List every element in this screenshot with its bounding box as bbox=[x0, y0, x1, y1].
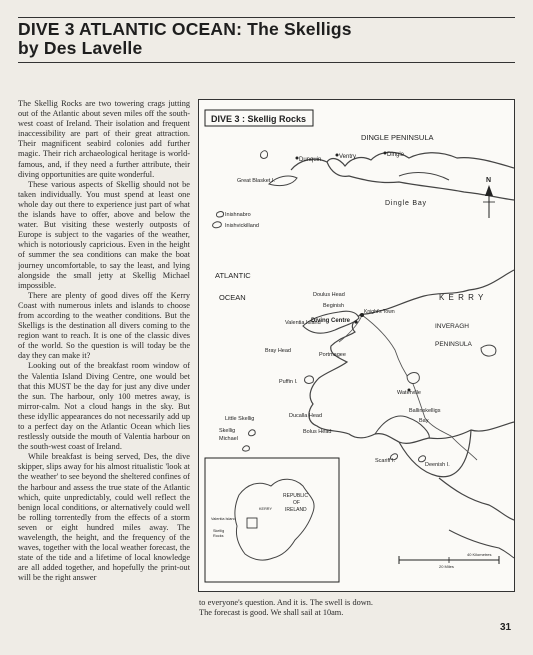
label-north: N bbox=[486, 177, 492, 184]
label-inset-skellig: Skellig bbox=[213, 529, 225, 533]
label-knights-town: Knight's Town bbox=[364, 309, 395, 315]
north-arrow-icon bbox=[485, 185, 493, 196]
label-beginish: Beginish bbox=[323, 303, 345, 309]
label-ventry: Ventry bbox=[339, 154, 357, 160]
label-of: OF bbox=[293, 500, 300, 506]
paragraph: Looking out of the breakfast room window of the Valentia Island Diving Centre, one would bet that this MUST be the day for just any dive under the sun. The harbour, only 100 metres away, is mirror-calm. Not a cloud hangs in the sky. But these idyllic appearances do not necessarily add up to a perfect day on the Atlantic Ocean which lies restlessly outside the mouth of Valentia harbour on the south-west coast of Ireland. bbox=[18, 361, 190, 452]
label-doulus-head: Doulus Head bbox=[313, 292, 345, 298]
label-inset-rocks: Rocks bbox=[213, 534, 224, 538]
label-great-blasket: Great Blasket I. bbox=[237, 178, 275, 184]
label-peninsula: PENINSULA bbox=[435, 341, 472, 348]
label-scariff: Scariff I. bbox=[375, 458, 396, 464]
label-inishvickillane: Inishvickilland bbox=[225, 223, 259, 229]
top-rule bbox=[18, 17, 515, 18]
island-outline bbox=[261, 151, 268, 159]
label-dingle-bay: Dingle Bay bbox=[385, 200, 427, 207]
label-ducalla-head: Ducalla Head bbox=[289, 413, 323, 419]
paragraph: to everyone's question. And it is. The swell is down. The forecast is good. We shall sail at 10am. bbox=[199, 598, 373, 618]
label-valentia-island: Valentia Island bbox=[285, 320, 321, 326]
paragraph: There are plenty of good dives off the Kerry Coast with numerous inlets and islands to choose from according to the weather conditions. But the Skelligs is the destination all divers coming to the region want to reach. It is one of the classic dives of the world. So the question is will today be the day they can make it? bbox=[18, 290, 190, 361]
paragraph: The Skellig Rocks are two towering crags jutting out of the Atlantic about seven miles off the south-west coast of Ireland. Their isolation and frequent inaccessibility are part of their great attraction. Their magnificent seabird colonies add further magic. Their rich archaeological heritage is world-famous, and, if they need a further attribute, their diving opportunities are quite wonderful. bbox=[18, 99, 190, 179]
label-scale-miles: 20 Miles bbox=[439, 564, 454, 569]
label-little-skellig: Little Skellig bbox=[225, 416, 255, 422]
label-dingle: Dingle bbox=[387, 152, 405, 158]
label-inveragh: INVERAGH bbox=[435, 323, 469, 330]
label-inset-kerry: KERRY bbox=[259, 507, 273, 511]
label-diving-centre: Diving Centre bbox=[311, 318, 351, 324]
page-number: 31 bbox=[500, 622, 512, 633]
label-republic: REPUBLIC bbox=[283, 493, 309, 499]
label-inset-valentia: Valentia Island bbox=[211, 517, 236, 521]
label-deenish: Deenish I. bbox=[425, 462, 450, 468]
label-atlantic: ATLANTIC bbox=[215, 271, 251, 280]
label-ballinskelligs: Ballinskelligs bbox=[409, 408, 441, 414]
paragraph: While breakfast is being served, Des, the dive skipper, slips away for his almost ritualistic 'look at the weather' to see beyond the sheltered confines of the harbour and assess the true state of the Atlantic which, quite unpredictably, could well reflect the benign local conditions, or alternatively could well be rolling torrentedly from the effects of a storm seven or eight hundred miles away. The wavelength, the height, and the frequency of the waves, together with the local weather forecast, the state of the tide and a lifetime of local knowledge are all added together, and hopefully the print-out will be the right answer bbox=[18, 452, 190, 583]
label-bray-head: Bray Head bbox=[265, 348, 291, 354]
map-title: DIVE 3 : Skellig Rocks bbox=[211, 114, 307, 124]
label-puffin: Puffin I. bbox=[279, 379, 298, 385]
label-dingle-peninsula: DINGLE PENINSULA bbox=[361, 133, 434, 142]
article-left-column bbox=[18, 99, 190, 629]
label-scale-km: 40 Kilometres bbox=[467, 552, 492, 557]
label-ireland: IRELAND bbox=[285, 507, 307, 513]
paragraph: These various aspects of Skellig should not be taken individually. You must spend at least one whole day out there to experience just part of what the islands have to offer, above and below the water. But visiting these westerly outposts of Europe is subject to the vagaries of the weather, which is notoriously capricious. Even in the height of summer the sea conditions can make the boat journey uncomfortable, to say the least, and lying alongside the small jetty at Skellig Michael impossible. bbox=[18, 179, 190, 290]
article-right-column bbox=[199, 598, 373, 638]
label-dunquin: Dunquin bbox=[299, 157, 322, 163]
map-drawing bbox=[199, 100, 514, 591]
label-waterville: Waterville bbox=[397, 390, 421, 396]
label-inishnabro: Inishnabro bbox=[225, 212, 251, 218]
road-line bbox=[362, 315, 477, 460]
label-portmagee: Portmagee bbox=[319, 352, 346, 358]
label-ocean: OCEAN bbox=[219, 293, 246, 302]
skellig-map bbox=[198, 99, 515, 592]
label-bay: Bay bbox=[419, 418, 429, 424]
label-bolus-head: Bolus Head bbox=[303, 429, 332, 435]
title-rule bbox=[18, 62, 515, 63]
label-kerry: K E R R Y bbox=[439, 293, 485, 302]
label-michael: Michael bbox=[219, 436, 238, 442]
label-skellig: Skellig bbox=[219, 428, 236, 434]
page-title: DIVE 3 ATLANTIC OCEAN: The Skelligs by Des Lavelle bbox=[18, 19, 352, 58]
